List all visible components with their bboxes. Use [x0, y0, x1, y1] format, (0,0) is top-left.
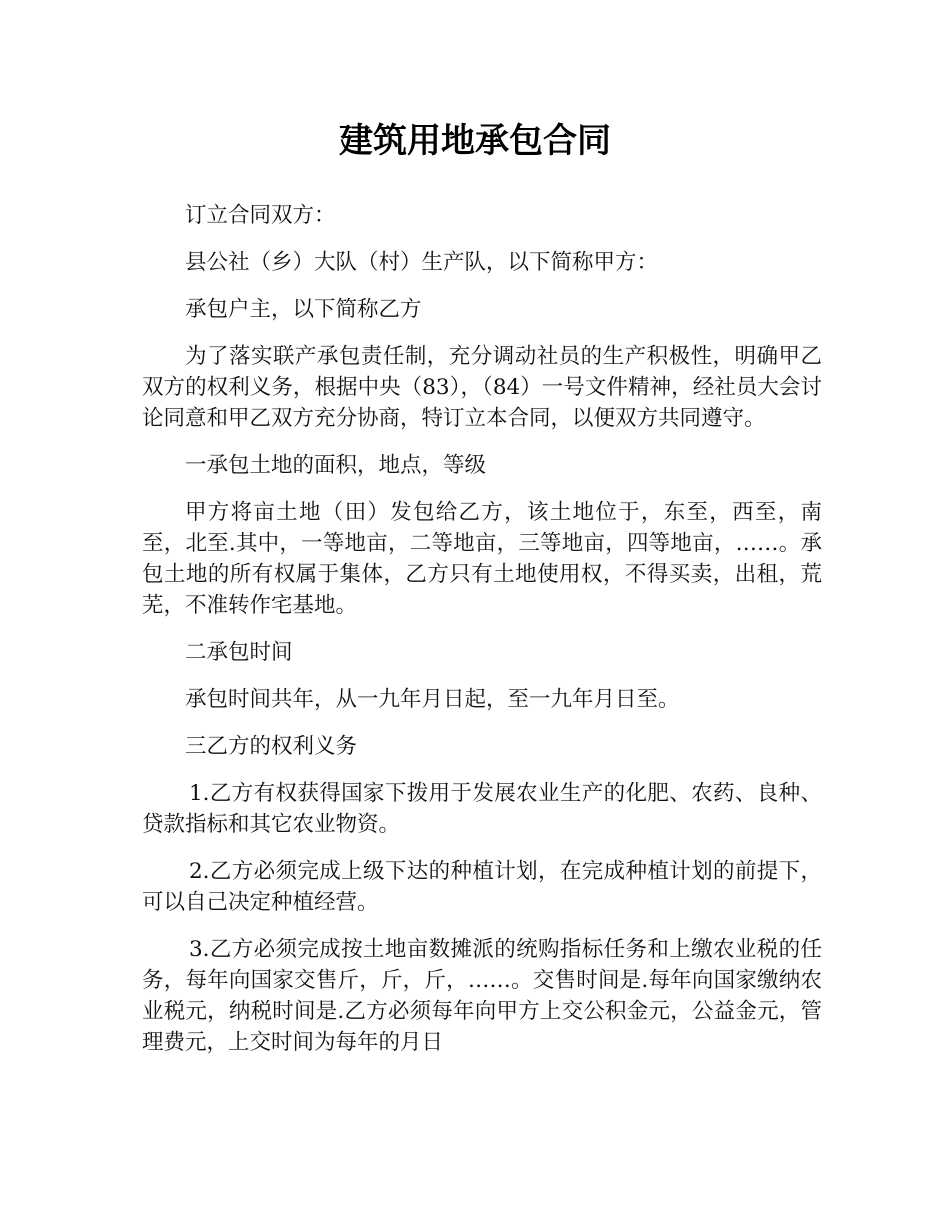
party-a-line: 县公社（乡）大队（村）生产队，以下简称甲方：	[185, 250, 659, 275]
section-2-heading: 二承包时间	[185, 640, 293, 665]
section-3-item-1: 1.乙方有权获得国家下拨用于发展农业生产的化肥、农药、良种、贷款指标和其它农业物资。	[142, 781, 822, 837]
section-2-paragraph: 承包时间共年，从一九年月日起，至一九年月日至。	[185, 687, 680, 712]
section-3-item-3: 3.乙方必须完成按土地亩数摊派的统购指标任务和上缴农业税的任务，每年向国家交售斤，斤，斤，……。交售时间是.每年向国家缴纳农业税元，纳税时间是.乙方必须每年向甲方上交公积金元，公益金元，管理费元，上交时间为每年的月日	[142, 937, 822, 1055]
preamble-paragraph: 为了落实联产承包责任制，充分调动社员的生产积极性，明确甲乙双方的权利义务，根据中央（83），（84）一号文件精神，经社员大会讨论同意和甲乙双方充分协商，特订立本合同，以便双方共同遵守。	[142, 344, 822, 431]
document-title: 建筑用地承包合同	[339, 121, 611, 161]
party-b-line: 承包户主，以下简称乙方	[185, 297, 422, 322]
section-1-heading: 一承包土地的面积，地点，等级	[185, 453, 487, 478]
section-3-item-2: 2.乙方必须完成上级下达的种植计划，在完成种植计划的前提下，可以自己决定种植经营。	[142, 859, 822, 915]
parties-heading: 订立合同双方：	[185, 203, 336, 228]
document-body	[142, 200, 822, 1074]
section-3-heading: 三乙方的权利义务	[185, 734, 358, 759]
section-1-paragraph: 甲方将亩土地（田）发包给乙方，该土地位于，东至，西至，南至，北至.其中，一等地亩，二等地亩，三等地亩，四等地亩，……。承包土地的所有权属于集体，乙方只有土地使用权，不得买卖，出租，荒芜，不准转作宅基地。	[142, 500, 822, 618]
